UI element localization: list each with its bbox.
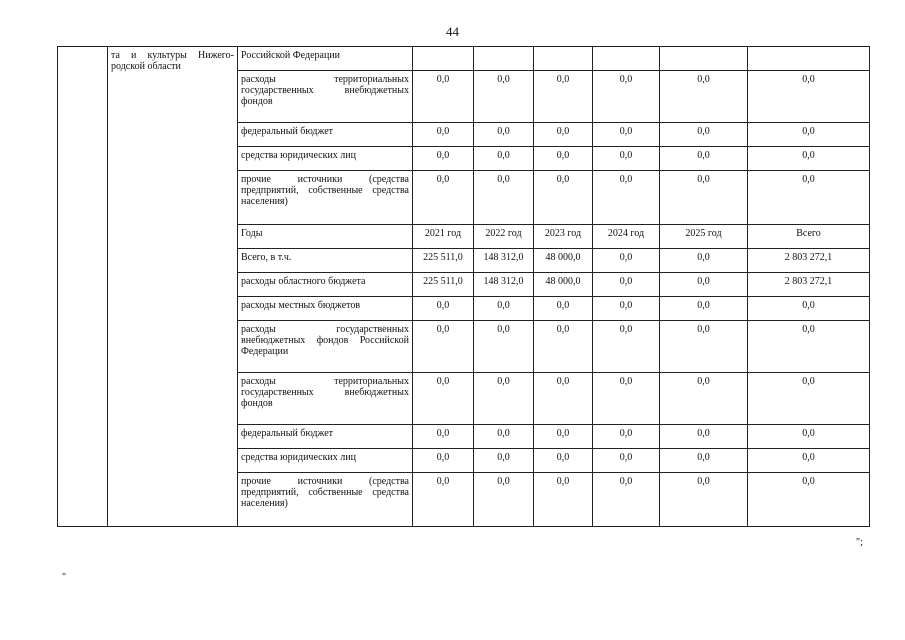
- value-cell: 0,0: [593, 273, 660, 297]
- value-cell: 2 803 272,1: [748, 273, 870, 297]
- value-cell: 0,0: [748, 473, 870, 527]
- value-cell: 0,0: [413, 449, 474, 473]
- value-cell: 148 312,0: [474, 273, 534, 297]
- source-label-cell: средства юридических лиц: [238, 147, 413, 171]
- source-label-cell: Годы: [238, 225, 413, 249]
- value-cell: 0,0: [748, 321, 870, 373]
- value-cell: 0,0: [474, 449, 534, 473]
- value-cell: 148 312,0: [474, 249, 534, 273]
- value-cell: [660, 47, 748, 71]
- source-label-cell: прочие источники (средства предприятий, собственные средства населения): [238, 473, 413, 527]
- value-cell: 0,0: [660, 373, 748, 425]
- value-cell: [534, 47, 593, 71]
- value-cell: 2022 год: [474, 225, 534, 249]
- value-cell: 48 000,0: [534, 249, 593, 273]
- value-cell: 0,0: [474, 297, 534, 321]
- value-cell: 0,0: [474, 425, 534, 449]
- value-cell: 0,0: [593, 297, 660, 321]
- value-cell: 0,0: [660, 321, 748, 373]
- value-cell: [748, 47, 870, 71]
- value-cell: 0,0: [413, 321, 474, 373]
- value-cell: 0,0: [660, 171, 748, 225]
- source-label-cell: расходы государственных внебюджетных фондов Российской Федерации: [238, 321, 413, 373]
- value-cell: Всего: [748, 225, 870, 249]
- value-cell: 0,0: [413, 171, 474, 225]
- value-cell: 225 511,0: [413, 273, 474, 297]
- value-cell: 0,0: [593, 425, 660, 449]
- value-cell: 48 000,0: [534, 273, 593, 297]
- value-cell: 2025 год: [660, 225, 748, 249]
- value-cell: 0,0: [413, 123, 474, 147]
- source-label-cell: расходы территориальных государственных внебюджетных фондов: [238, 71, 413, 123]
- value-cell: 0,0: [660, 273, 748, 297]
- value-cell: 2024 год: [593, 225, 660, 249]
- page-number: 44: [446, 24, 459, 39]
- value-cell: 0,0: [748, 373, 870, 425]
- value-cell: 0,0: [593, 321, 660, 373]
- source-label-cell: федеральный бюджет: [238, 123, 413, 147]
- value-cell: 0,0: [474, 123, 534, 147]
- number-column-cell: [58, 47, 108, 527]
- source-label-cell: федеральный бюджет: [238, 425, 413, 449]
- value-cell: 0,0: [660, 297, 748, 321]
- value-cell: 0,0: [534, 147, 593, 171]
- source-label-cell: расходы местных бюджетов: [238, 297, 413, 321]
- value-cell: 0,0: [660, 425, 748, 449]
- value-cell: 0,0: [660, 449, 748, 473]
- value-cell: 0,0: [748, 425, 870, 449]
- value-cell: 0,0: [474, 71, 534, 123]
- opening-quote-mark: ": [62, 572, 67, 583]
- value-cell: 0,0: [748, 71, 870, 123]
- value-cell: 0,0: [413, 71, 474, 123]
- value-cell: 0,0: [534, 373, 593, 425]
- value-cell: 0,0: [474, 373, 534, 425]
- source-label-cell: прочие источники (средства предприятий, собственные средства населения): [238, 171, 413, 225]
- value-cell: 0,0: [534, 71, 593, 123]
- value-cell: 0,0: [413, 473, 474, 527]
- value-cell: 0,0: [660, 473, 748, 527]
- source-label-cell: Российской Федерации: [238, 47, 413, 71]
- value-cell: 2 803 272,1: [748, 249, 870, 273]
- value-cell: 0,0: [748, 449, 870, 473]
- value-cell: [474, 47, 534, 71]
- value-cell: 0,0: [534, 321, 593, 373]
- value-cell: 0,0: [593, 249, 660, 273]
- value-cell: 0,0: [413, 373, 474, 425]
- value-cell: 0,0: [534, 171, 593, 225]
- value-cell: 0,0: [748, 123, 870, 147]
- value-cell: 0,0: [534, 425, 593, 449]
- value-cell: 0,0: [748, 171, 870, 225]
- source-label-cell: расходы территориальных государственных внебюджетных фондов: [238, 373, 413, 425]
- value-cell: [413, 47, 474, 71]
- value-cell: 0,0: [593, 373, 660, 425]
- value-cell: 0,0: [474, 171, 534, 225]
- closing-quote-mark: ";: [856, 537, 863, 548]
- value-cell: 0,0: [593, 71, 660, 123]
- value-cell: 0,0: [474, 473, 534, 527]
- value-cell: 0,0: [660, 147, 748, 171]
- value-cell: 0,0: [534, 297, 593, 321]
- value-cell: 0,0: [593, 473, 660, 527]
- value-cell: 0,0: [660, 71, 748, 123]
- value-cell: 0,0: [593, 171, 660, 225]
- value-cell: 0,0: [474, 147, 534, 171]
- table-row: [58, 47, 870, 71]
- value-cell: 0,0: [413, 297, 474, 321]
- value-cell: 0,0: [748, 147, 870, 171]
- value-cell: 0,0: [534, 473, 593, 527]
- value-cell: 0,0: [534, 449, 593, 473]
- value-cell: 0,0: [593, 449, 660, 473]
- value-cell: 0,0: [593, 123, 660, 147]
- value-cell: [593, 47, 660, 71]
- value-cell: 0,0: [474, 321, 534, 373]
- value-cell: 0,0: [413, 147, 474, 171]
- source-label-cell: Всего, в т.ч.: [238, 249, 413, 273]
- value-cell: 0,0: [660, 123, 748, 147]
- budget-table: [57, 46, 870, 527]
- value-cell: 0,0: [748, 297, 870, 321]
- value-cell: 0,0: [413, 425, 474, 449]
- value-cell: 0,0: [593, 147, 660, 171]
- value-cell: 0,0: [534, 123, 593, 147]
- value-cell: 2021 год: [413, 225, 474, 249]
- program-name-cell: та и культуры Нижего-родской области: [108, 47, 238, 527]
- value-cell: 2023 год: [534, 225, 593, 249]
- value-cell: 0,0: [660, 249, 748, 273]
- source-label-cell: расходы областного бюджета: [238, 273, 413, 297]
- source-label-cell: средства юридических лиц: [238, 449, 413, 473]
- value-cell: 225 511,0: [413, 249, 474, 273]
